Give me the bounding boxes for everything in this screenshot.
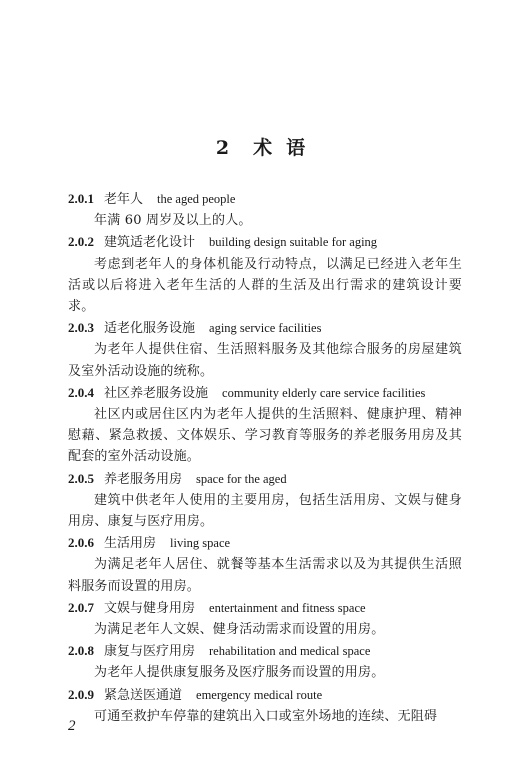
term-chinese: 建筑适老化设计 (104, 235, 196, 251)
term-number: 2.0.8 (68, 643, 94, 659)
term-entry (68, 317, 462, 382)
term-heading (68, 382, 462, 404)
term-number: 2.0.2 (68, 234, 94, 250)
term-definition: 建筑中供老年人使用的主要用房，包括生活用房、文娱与健身用房、康复与医疗用房。 (68, 492, 462, 530)
term-number: 2.0.1 (68, 191, 94, 206)
term-chinese: 生活用房 (104, 536, 157, 552)
term-number: 2.0.7 (68, 599, 94, 615)
term-entry (68, 382, 462, 468)
term-english: rehabilitation and medical space (209, 644, 371, 659)
term-entry (68, 684, 462, 727)
term-english: the aged people (157, 192, 236, 206)
term-english: community elderly care service facilities (222, 385, 426, 400)
term-chinese: 康复与医疗用房 (104, 644, 196, 660)
term-definition: 年满 60 周岁及以上的人。 (94, 213, 252, 229)
term-heading (68, 317, 462, 339)
term-number: 2.0.4 (68, 384, 94, 400)
term-chinese: 社区养老服务设施 (104, 385, 209, 401)
term-english: space for the aged (196, 471, 287, 486)
term-number: 2.0.3 (68, 320, 94, 336)
term-chinese: 老年人 (104, 192, 144, 207)
term-chinese: 养老服务用房 (104, 471, 183, 487)
chapter-title-char: 语 (286, 137, 308, 159)
term-chinese: 紧急送医通道 (104, 687, 183, 703)
term-entry (68, 231, 462, 317)
term-english: entertainment and fitness space (209, 600, 366, 615)
term-definition: 考虑到老年人的身体机能及行动特点，以满足已经进入老年生活或以后将进入老年生活的人群的生活及出行需求的建筑设计要求。 (68, 256, 462, 315)
term-english: building design suitable for aging (209, 235, 378, 250)
term-chinese: 文娱与健身用房 (104, 600, 196, 616)
term-definition: 为老年人提供住宿、生活照料服务及其他综合服务的房屋建筑及室外活动设施的统称。 (68, 342, 462, 379)
term-heading (68, 684, 462, 706)
term-chinese: 适老化服务设施 (104, 321, 196, 337)
term-definition: 为满足老年人文娱、健身活动需求而设置的用房。 (94, 622, 385, 638)
term-heading (68, 597, 462, 619)
term-english: emergency medical route (196, 687, 323, 702)
page-number: 2 (68, 718, 76, 734)
term-definition: 为满足老年人居住、就餐等基本生活需求以及为其提供生活照料服务而设置的用房。 (68, 557, 462, 594)
term-heading (68, 640, 462, 662)
term-entry (68, 532, 462, 597)
term-english: living space (170, 536, 231, 551)
chapter-number: 2 (215, 137, 232, 159)
term-number: 2.0.9 (68, 686, 94, 702)
term-entry (68, 597, 462, 640)
term-entry (68, 188, 462, 231)
term-heading (68, 231, 462, 253)
term-definition: 社区内或居住区内为老年人提供的生活照料、健康护理、精神慰藉、紧急救援、文体娱乐、学习教育等服务的养老服务用房及其配套的室外活动设施。 (68, 407, 462, 465)
term-definition: 可通至救护车停靠的建筑出入口或室外场地的连续、无阻碍 (94, 708, 438, 724)
term-heading (68, 188, 462, 210)
term-number: 2.0.6 (68, 535, 94, 551)
term-definition: 为老年人提供康复服务及医疗服务而设置的用房。 (94, 665, 385, 681)
term-number: 2.0.5 (68, 470, 94, 486)
term-heading (68, 532, 462, 554)
term-entry (68, 640, 462, 683)
chapter-title-char: 术 (253, 137, 275, 159)
term-english: aging service facilities (209, 321, 322, 336)
chapter-title (0, 133, 529, 160)
term-list (68, 188, 462, 727)
term-entry (68, 468, 462, 533)
term-heading (68, 468, 462, 490)
